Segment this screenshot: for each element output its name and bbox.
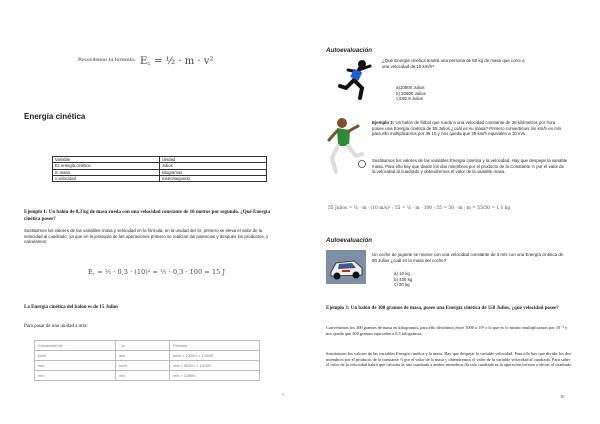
table-cell: kilogramos bbox=[160, 169, 267, 175]
section-heading: Energía cinética bbox=[24, 112, 86, 121]
conversion-row bbox=[35, 371, 260, 381]
autoevaluacion-1-question: ¿Qué Energía cinética tendrá una persona de 50 kg de masa que corre a una velocidad de 10 km/h? bbox=[382, 58, 525, 69]
conversion-table bbox=[34, 340, 260, 381]
conversion-header-row bbox=[35, 341, 260, 351]
conversion-cell: km/h bbox=[35, 351, 116, 361]
example-1-formula: E꜀ = ½ · 0,3 · (10)² = ½ · 0,3 · 100 = 15 J bbox=[88, 268, 226, 276]
conversion-cell: m/h × 1/3600 bbox=[170, 371, 260, 381]
example-3-paragraph-1: Convertimos los 300 gramos de masa en kilogramos, para ello dividimos entre 1000 o 10³ o lo que es lo mismo multiplicamos por 10⁻³ y nos queda que 300 gramos equivalen a 0,3 kilogramos. bbox=[326, 325, 568, 336]
conversion-intro: Para pasar de una unidad a otra: bbox=[24, 324, 88, 329]
runner-illustration bbox=[332, 58, 380, 100]
recall-label: Recordemos la fórmula: bbox=[78, 57, 136, 63]
option-item: a) 10 kg bbox=[394, 271, 410, 276]
soccer-player-illustration bbox=[326, 116, 366, 174]
conversion-cell: m/h bbox=[35, 371, 116, 381]
example-1-body: Sustituimos los valores de las variables masa y velocidad en la fórmula, en la unidad del SI, primero se eleva el valor de la velocidad al cuadrado, ya que en la jerarquía de las operaciones primero se realizan las potencias y después los productos, y calculamos: bbox=[24, 228, 269, 245]
recall-formula bbox=[78, 52, 238, 74]
conversion-header-cell: Conversión de... bbox=[35, 341, 116, 351]
autoevaluacion-2-question: Un coche de juguete se mueve con una velocidad constante de 3 m/s con una Energía cinética de 90 Julios ¿cuál es la masa del coche? bbox=[372, 252, 564, 263]
result-text: La Energía cinética del balón es de 15 Julios bbox=[24, 305, 119, 310]
conversion-cell: km/h bbox=[116, 361, 170, 371]
example-2-text: Un balón de fútbol que rueda a una velocidad constante de 36 kilómetros por hora posee una Energía cinética de 55 Julios ¿cuál es su masa? Primero convertimos los km/h en m/s para ello multiplicamos por 36 10 y nos queda que 36 km/h equivalen a 10 m/s bbox=[372, 120, 562, 137]
option-item: c)192.9 Julios bbox=[396, 96, 424, 102]
conversion-row bbox=[35, 361, 260, 371]
example-2-formula: 55 Julios = ½ · m · (10 m/s)² ; 55 = ½ · m · 100 ; 55 = 50 · m ; m = 55/50 = 1,1 kg bbox=[328, 206, 511, 211]
autoevaluacion-1-options bbox=[396, 85, 426, 102]
autoevaluacion-2-title: Autoevaluación bbox=[326, 237, 373, 244]
table-row bbox=[53, 175, 267, 181]
option-item: b) 405 kg bbox=[394, 276, 413, 282]
option-item: a)10500 Julios bbox=[396, 85, 425, 90]
conversion-cell: m/s bbox=[35, 361, 116, 371]
conversion-row bbox=[35, 351, 260, 361]
table-header-cell: Unidad bbox=[160, 157, 267, 163]
table-cell: m masa bbox=[53, 169, 160, 175]
table-cell: Julios bbox=[160, 163, 267, 169]
example-2-body: Sustituimos los valores de las variables Energía cinética y la velocidad. Hay que despejar la variable masa. Para ello hay que dividir los dos miembros por el producto de la Constante ½ por el valor de la velocidad al cuadrado y obtendremos el valor de la variable masa. bbox=[372, 158, 568, 175]
conversion-cell: m/s bbox=[116, 351, 170, 361]
autoevaluacion-1-title: Autoevaluación bbox=[326, 47, 373, 54]
conversion-header-cell: Fórmula bbox=[170, 341, 260, 351]
conversion-header-cell: ...a bbox=[116, 341, 170, 351]
autoevaluacion-2-options bbox=[394, 271, 412, 288]
example-3-title: Ejemplo 3: Un balón de 300 gramos de masa, posee una Energía cinética de 150 Julios, ¿qué velocidad posee? bbox=[326, 306, 559, 311]
example-3-paragraph-2: Sustituimos los valores de las variables Energía cinética y la masa. Hay que despejar la variable velocidad. Para ello hay que dividir los dos miembros por el producto de la constante ½ por el valor de la masa y obtendremos el valor de la variable velocidad al cuadrado. Para saber el valor de la velocidad habrá que calcular la raíz cuadrada a ambos miembros (la raíz cuadrada es la operación inversa a elevar al cuadrado bbox=[326, 351, 572, 368]
conversion-cell: km/h × 1000/1 × 1/3600 bbox=[170, 351, 260, 361]
table-cell: metro/segundo bbox=[160, 175, 267, 181]
option-item: c) 20 kg bbox=[394, 282, 410, 288]
table-header-cell: Variable bbox=[53, 157, 160, 163]
toy-car-illustration bbox=[326, 250, 366, 284]
conversion-cell: m/s bbox=[116, 371, 170, 381]
example-2 bbox=[372, 120, 568, 137]
variables-table bbox=[52, 156, 267, 182]
page-number-left: 9 bbox=[282, 392, 284, 397]
example-1-title: Ejemplo 1: Un balón de 0,3 kg de masa rueda con una velocidad constante de 10 metros por segundo. ¿Qué Energía cinética posee? bbox=[24, 210, 270, 222]
page-number-right: 10 bbox=[560, 394, 565, 399]
table-cell: v velocidad bbox=[53, 175, 160, 181]
example-2-lead: Ejemplo 2: bbox=[372, 120, 395, 125]
recall-formula-expression: E꜀ = ½ · m · v² bbox=[140, 56, 214, 67]
conversion-cell: m/s × 3600/1 × 1/1000 bbox=[170, 361, 260, 371]
table-cell: Ec energía cinética bbox=[53, 163, 160, 169]
option-item: b) 32800 Julios bbox=[396, 90, 426, 96]
